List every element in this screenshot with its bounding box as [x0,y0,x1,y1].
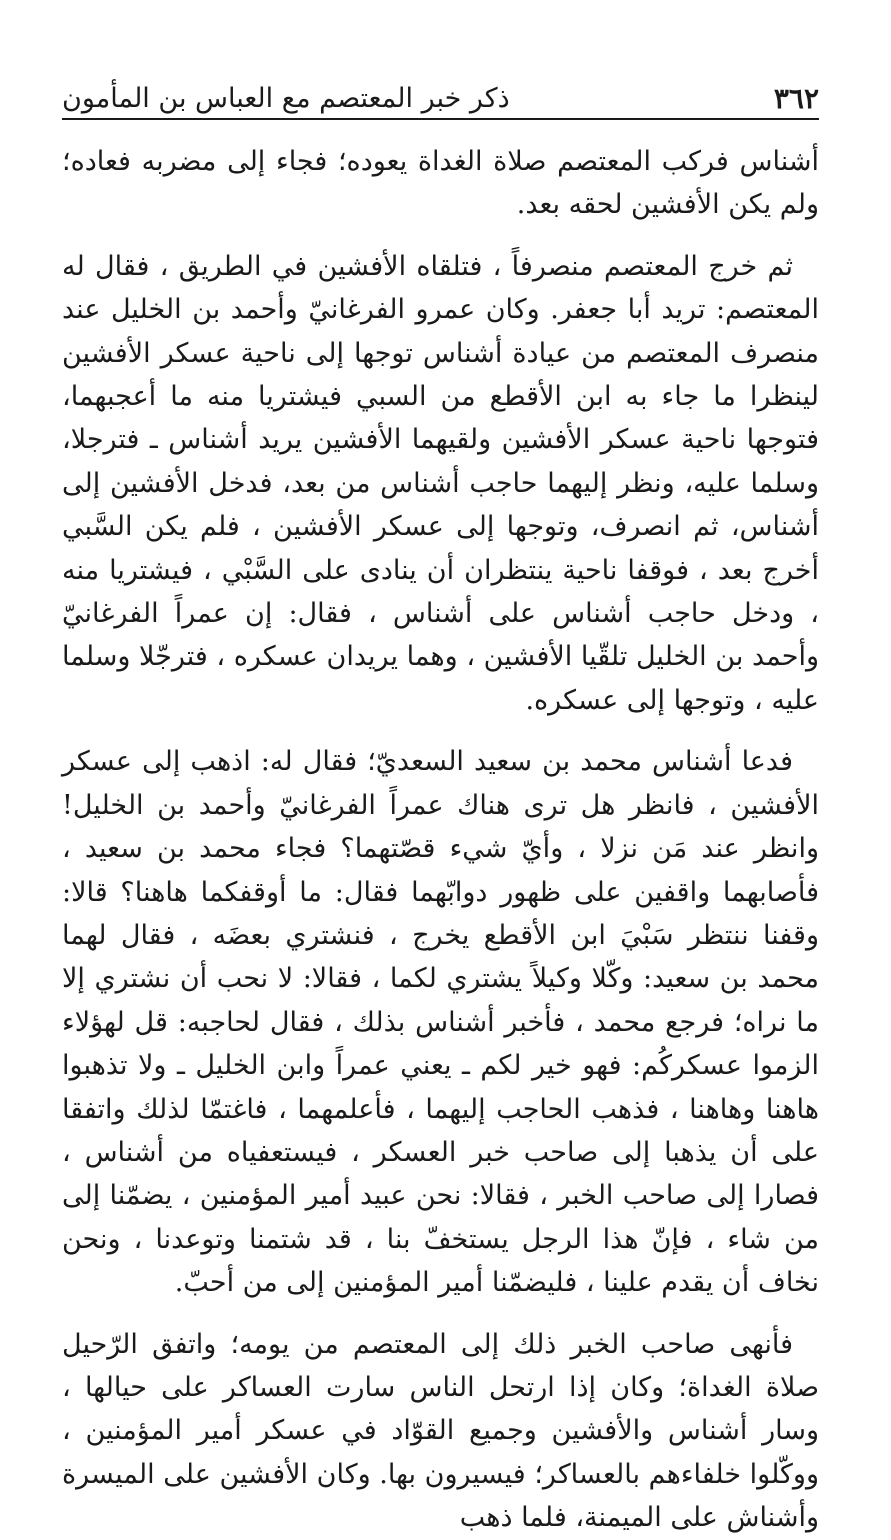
page-number: ٣٦٢ [773,82,819,115]
paragraph-text: ثم خرج المعتصم منصرفاً ، فتلقاه الأفشين في الطريق ، فقال له المعتصم: تريد أبا جعفر. وكان عمرو الفرغانيّ وأحمد بن الخليل عند منصرف المعتصم من عيادة أشناس توجها إلى ناحية عسكر الأفشين لينظرا ما جاء به ابن الأقطع من السبي فيشتريا منه ما أعجبهما، فتوجها ناحية عسكر الأفشين ولقيهما الأفشين يريد أشناس ـ فترجلا، وسلما عليه، ونظر إليهما حاجب أشناس من بعد، فدخل الأفشين إلى أشناس، ثم انصرف، وتوجها إلى عسكر الأفشين ، فلم يكن السَّبي أخرج بعد ، فوقفا ناحية ينتظران أن ينادى على السَّبْي ، فيشتريا منه ، ودخل حاجب أشناس على أشناس ، فقال: إن عمراً الفرغانيّ وأحمد بن الخليل تلقّيا الأفشين ، وهما يريدان عسكره ، فترجّلا وسلما عليه ، وتوجها إلى عسكره. [62,250,819,716]
page-body [62,140,819,1540]
paragraph-text: فأنهى صاحب الخبر ذلك إلى المعتصم من يومه؛ واتفق الرّحيل صلاة الغداة؛ وكان إذا ارتحل الناس سارت العساكر على حيالها ، وسار أشناس والأفشين وجميع القوّاد في عسكر أمير المؤمنين ، ووكّلوا خلفاءهم بالعساكر؛ فيسيرون بها. وكان الأفشين على الميسرة وأشناش على الميمنة، فلما ذهب [62,1328,819,1534]
paragraph-4 [62,1323,819,1540]
paragraph-text: أشناس فركب المعتصم صلاة الغداة يعوده؛ فجاء إلى مضربه فعاده؛ ولم يكن الأفشين لحقه بعد. [62,146,819,221]
paragraph-3 [62,740,819,1304]
paragraph-1 [62,140,819,227]
running-title: ذكر خبر المعتصم مع العباس بن المأمون [62,83,510,114]
paragraph-text: فدعا أشناس محمد بن سعيد السعديّ؛ فقال له: اذهب إلى عسكر الأفشين ، فانظر هل ترى هناك عمراً الفرغانيّ وأحمد بن الخليل! وانظر عند مَن نزلا ، وأيّ شيء قصّتهما؟ فجاء محمد بن سعيد ، فأصابهما واقفين على ظهور دوابّهما فقال: ما أوقفكما هاهنا؟ قالا: وقفنا ننتظر سَبْيَ ابن الأقطع يخرج ، فنشتري بعضَه ، فقال لهما محمد بن سعيد: وكّلا وكيلاً يشتري لكما ، فقالا: لا نحب أن نشتري إلا ما نراه؛ فرجع محمد ، فأخبر أشناس بذلك ، فقال لحاجبه: قل لهؤلاء الزموا عسكركُم: فهو خير لكم ـ يعني عمراً وابن الخليل ـ ولا تذهبوا هاهنا وهاهنا ، فذهب الحاجب إليهما ، فأعلمهما ، فاغتمّا لذلك واتفقا على أن يذهبا إلى صاحب خبر العسكر ، فيستعفياه من أشناس ، فصارا إلى صاحب الخبر ، فقالا: نحن عبيد أمير المؤمنين ، يضمّنا إلى من شاء ، فإنّ هذا الرجل يستخفّ بنا ، قد شتمنا وتوعدنا ، ونحن نخاف أن يقدم علينا ، فليضمّنا أمير المؤمنين إلى من أحبّ. [62,746,819,1299]
page-header [62,82,819,120]
paragraph-2 [62,245,819,722]
